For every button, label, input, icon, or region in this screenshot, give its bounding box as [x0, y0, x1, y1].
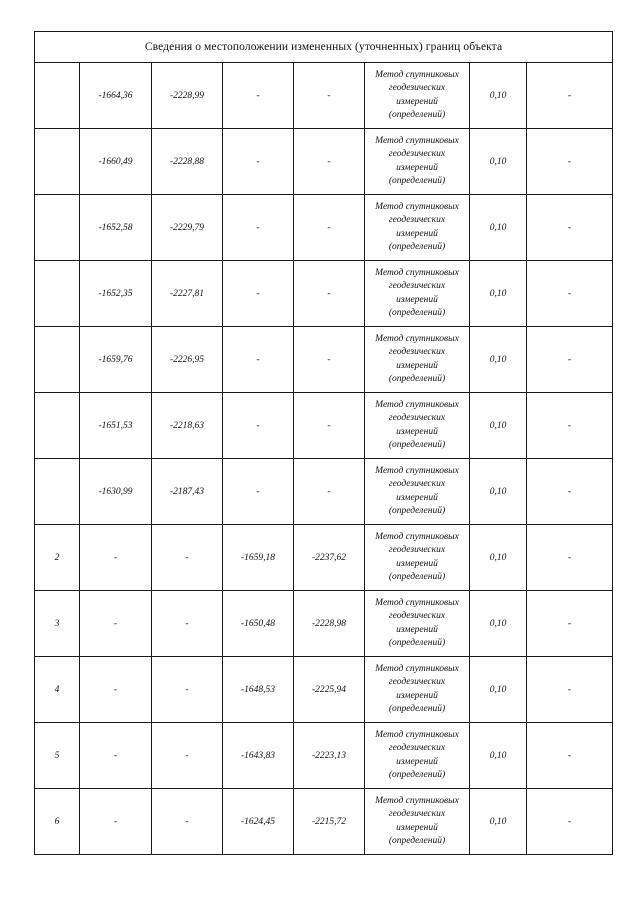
table-row: [35, 591, 613, 657]
table-row: [35, 723, 613, 789]
method-text-line: (определений): [388, 836, 446, 846]
method-text-line: геодезических: [388, 677, 446, 687]
point-description-cell: -: [527, 789, 613, 855]
y-refined-cell: -2228,98: [294, 591, 365, 657]
table-row: [35, 657, 613, 723]
method-text-line: геодезических: [388, 743, 446, 753]
point-number-cell: 3: [35, 591, 80, 657]
y-existing-cell: -2227,81: [152, 261, 223, 327]
method-text-line: (определений): [388, 374, 446, 384]
accuracy-cell: 0,10: [470, 459, 527, 525]
y-existing-cell: -: [152, 657, 223, 723]
method-text-line: (определений): [388, 704, 446, 714]
point-description-cell: -: [527, 723, 613, 789]
y-existing-cell: -2228,88: [152, 129, 223, 195]
method-text-line: (определений): [388, 110, 446, 120]
point-description-cell: -: [527, 261, 613, 327]
point-number-cell: [35, 459, 80, 525]
y-existing-cell: -: [152, 723, 223, 789]
y-existing-cell: -2226,95: [152, 327, 223, 393]
y-refined-cell: -: [294, 327, 365, 393]
method-text-line: Метод спутниковых: [375, 399, 459, 410]
method-text-line: геодезических: [388, 611, 446, 621]
method-text-line: измерений: [396, 558, 438, 569]
x-existing-cell: -: [80, 525, 152, 591]
table-row: [35, 327, 613, 393]
method-text-line: Метод спутниковых: [375, 795, 459, 806]
point-number-cell: [35, 195, 80, 261]
x-existing-cell: -: [80, 591, 152, 657]
method-text-line: Метод спутниковых: [375, 135, 459, 146]
table-row: [35, 63, 613, 129]
method-cell: [365, 393, 470, 459]
point-description-cell: -: [527, 327, 613, 393]
y-refined-cell: -2237,62: [294, 525, 365, 591]
method-text-line: геодезических: [388, 281, 446, 291]
method-cell: [365, 459, 470, 525]
point-number-cell: 5: [35, 723, 80, 789]
method-text-line: геодезических: [388, 809, 446, 819]
method-text-line: (определений): [388, 242, 446, 252]
point-description-cell: -: [527, 129, 613, 195]
method-text-line: измерений: [396, 492, 438, 503]
method-cell: [365, 195, 470, 261]
method-text-line: измерений: [396, 822, 438, 833]
method-text-line: Метод спутниковых: [375, 597, 459, 608]
method-text-line: (определений): [388, 506, 446, 516]
method-text-line: (определений): [388, 176, 446, 186]
y-existing-cell: -2229,79: [152, 195, 223, 261]
y-existing-cell: -: [152, 789, 223, 855]
y-existing-cell: -: [152, 591, 223, 657]
y-refined-cell: -2215,72: [294, 789, 365, 855]
table-row: [35, 261, 613, 327]
accuracy-cell: 0,10: [470, 591, 527, 657]
x-refined-cell: -: [223, 261, 294, 327]
x-refined-cell: -1659,18: [223, 525, 294, 591]
method-text-line: измерений: [396, 624, 438, 635]
method-text-line: геодезических: [388, 545, 446, 555]
table-row: [35, 789, 613, 855]
x-refined-cell: -: [223, 459, 294, 525]
accuracy-cell: 0,10: [470, 723, 527, 789]
method-text-line: измерений: [396, 690, 438, 701]
method-cell: [365, 525, 470, 591]
y-existing-cell: -2218,63: [152, 393, 223, 459]
x-existing-cell: -: [80, 723, 152, 789]
y-existing-cell: -2228,99: [152, 63, 223, 129]
x-refined-cell: -1643,83: [223, 723, 294, 789]
method-text-line: измерений: [396, 426, 438, 437]
method-text-line: (определений): [388, 440, 446, 450]
x-existing-cell: -: [80, 789, 152, 855]
x-existing-cell: -1659,76: [80, 327, 152, 393]
table-title: Сведения о местоположении измененных (уточненных) границ объекта: [35, 32, 613, 63]
y-refined-cell: -: [294, 129, 365, 195]
method-cell: [365, 657, 470, 723]
method-text-line: (определений): [388, 638, 446, 648]
method-cell: [365, 327, 470, 393]
method-cell: [365, 261, 470, 327]
point-description-cell: -: [527, 525, 613, 591]
method-text-line: (определений): [388, 770, 446, 780]
accuracy-cell: 0,10: [470, 129, 527, 195]
method-text-line: геодезических: [388, 413, 446, 423]
method-text-line: Метод спутниковых: [375, 69, 459, 80]
boundary-coordinates-table: [34, 31, 613, 855]
point-number-cell: [35, 261, 80, 327]
point-number-cell: 4: [35, 657, 80, 723]
method-cell: [365, 63, 470, 129]
point-description-cell: -: [527, 591, 613, 657]
table-row: [35, 525, 613, 591]
point-number-cell: [35, 129, 80, 195]
method-text-line: геодезических: [388, 479, 446, 489]
x-refined-cell: -: [223, 129, 294, 195]
method-text-line: Метод спутниковых: [375, 333, 459, 344]
method-text-line: измерений: [396, 360, 438, 371]
method-text-line: геодезических: [388, 149, 446, 159]
method-text-line: (определений): [388, 308, 446, 318]
y-refined-cell: -2225,94: [294, 657, 365, 723]
point-number-cell: [35, 393, 80, 459]
accuracy-cell: 0,10: [470, 657, 527, 723]
x-refined-cell: -: [223, 327, 294, 393]
y-refined-cell: -: [294, 63, 365, 129]
y-refined-cell: -: [294, 195, 365, 261]
point-description-cell: -: [527, 459, 613, 525]
method-text-line: Метод спутниковых: [375, 663, 459, 674]
method-text-line: Метод спутниковых: [375, 531, 459, 542]
y-existing-cell: -: [152, 525, 223, 591]
point-description-cell: -: [527, 657, 613, 723]
x-existing-cell: -1652,35: [80, 261, 152, 327]
x-existing-cell: -1664,36: [80, 63, 152, 129]
accuracy-cell: 0,10: [470, 195, 527, 261]
y-refined-cell: -: [294, 261, 365, 327]
method-text-line: измерений: [396, 228, 438, 239]
method-text-line: измерений: [396, 294, 438, 305]
point-number-cell: 6: [35, 789, 80, 855]
table-row: [35, 393, 613, 459]
y-existing-cell: -2187,43: [152, 459, 223, 525]
x-refined-cell: -1648,53: [223, 657, 294, 723]
point-description-cell: -: [527, 63, 613, 129]
y-refined-cell: -2223,13: [294, 723, 365, 789]
x-existing-cell: -1652,58: [80, 195, 152, 261]
accuracy-cell: 0,10: [470, 327, 527, 393]
x-refined-cell: -1624,45: [223, 789, 294, 855]
method-cell: [365, 789, 470, 855]
accuracy-cell: 0,10: [470, 525, 527, 591]
table-row: [35, 195, 613, 261]
x-refined-cell: -: [223, 393, 294, 459]
method-text-line: Метод спутниковых: [375, 465, 459, 476]
method-text-line: измерений: [396, 162, 438, 173]
method-text-line: Метод спутниковых: [375, 201, 459, 212]
method-text-line: Метод спутниковых: [375, 729, 459, 740]
accuracy-cell: 0,10: [470, 393, 527, 459]
accuracy-cell: 0,10: [470, 789, 527, 855]
table-row: [35, 129, 613, 195]
y-refined-cell: -: [294, 393, 365, 459]
point-description-cell: -: [527, 195, 613, 261]
point-description-cell: -: [527, 393, 613, 459]
point-number-cell: 2: [35, 525, 80, 591]
method-text-line: геодезических: [388, 347, 446, 357]
x-refined-cell: -: [223, 195, 294, 261]
x-existing-cell: -1660,49: [80, 129, 152, 195]
point-number-cell: [35, 327, 80, 393]
x-refined-cell: -: [223, 63, 294, 129]
point-number-cell: [35, 63, 80, 129]
method-text-line: Метод спутниковых: [375, 267, 459, 278]
table-body: [35, 32, 613, 855]
x-existing-cell: -1630,99: [80, 459, 152, 525]
method-cell: [365, 591, 470, 657]
method-cell: [365, 723, 470, 789]
document-page: [34, 31, 612, 855]
accuracy-cell: 0,10: [470, 63, 527, 129]
method-text-line: измерений: [396, 756, 438, 767]
x-existing-cell: -1651,53: [80, 393, 152, 459]
x-existing-cell: -: [80, 657, 152, 723]
method-text-line: (определений): [388, 572, 446, 582]
table-title-row: [35, 32, 613, 63]
method-text-line: геодезических: [388, 83, 446, 93]
y-refined-cell: -: [294, 459, 365, 525]
table-row: [35, 459, 613, 525]
method-cell: [365, 129, 470, 195]
x-refined-cell: -1650,48: [223, 591, 294, 657]
method-text-line: геодезических: [388, 215, 446, 225]
method-text-line: измерений: [396, 96, 438, 107]
accuracy-cell: 0,10: [470, 261, 527, 327]
